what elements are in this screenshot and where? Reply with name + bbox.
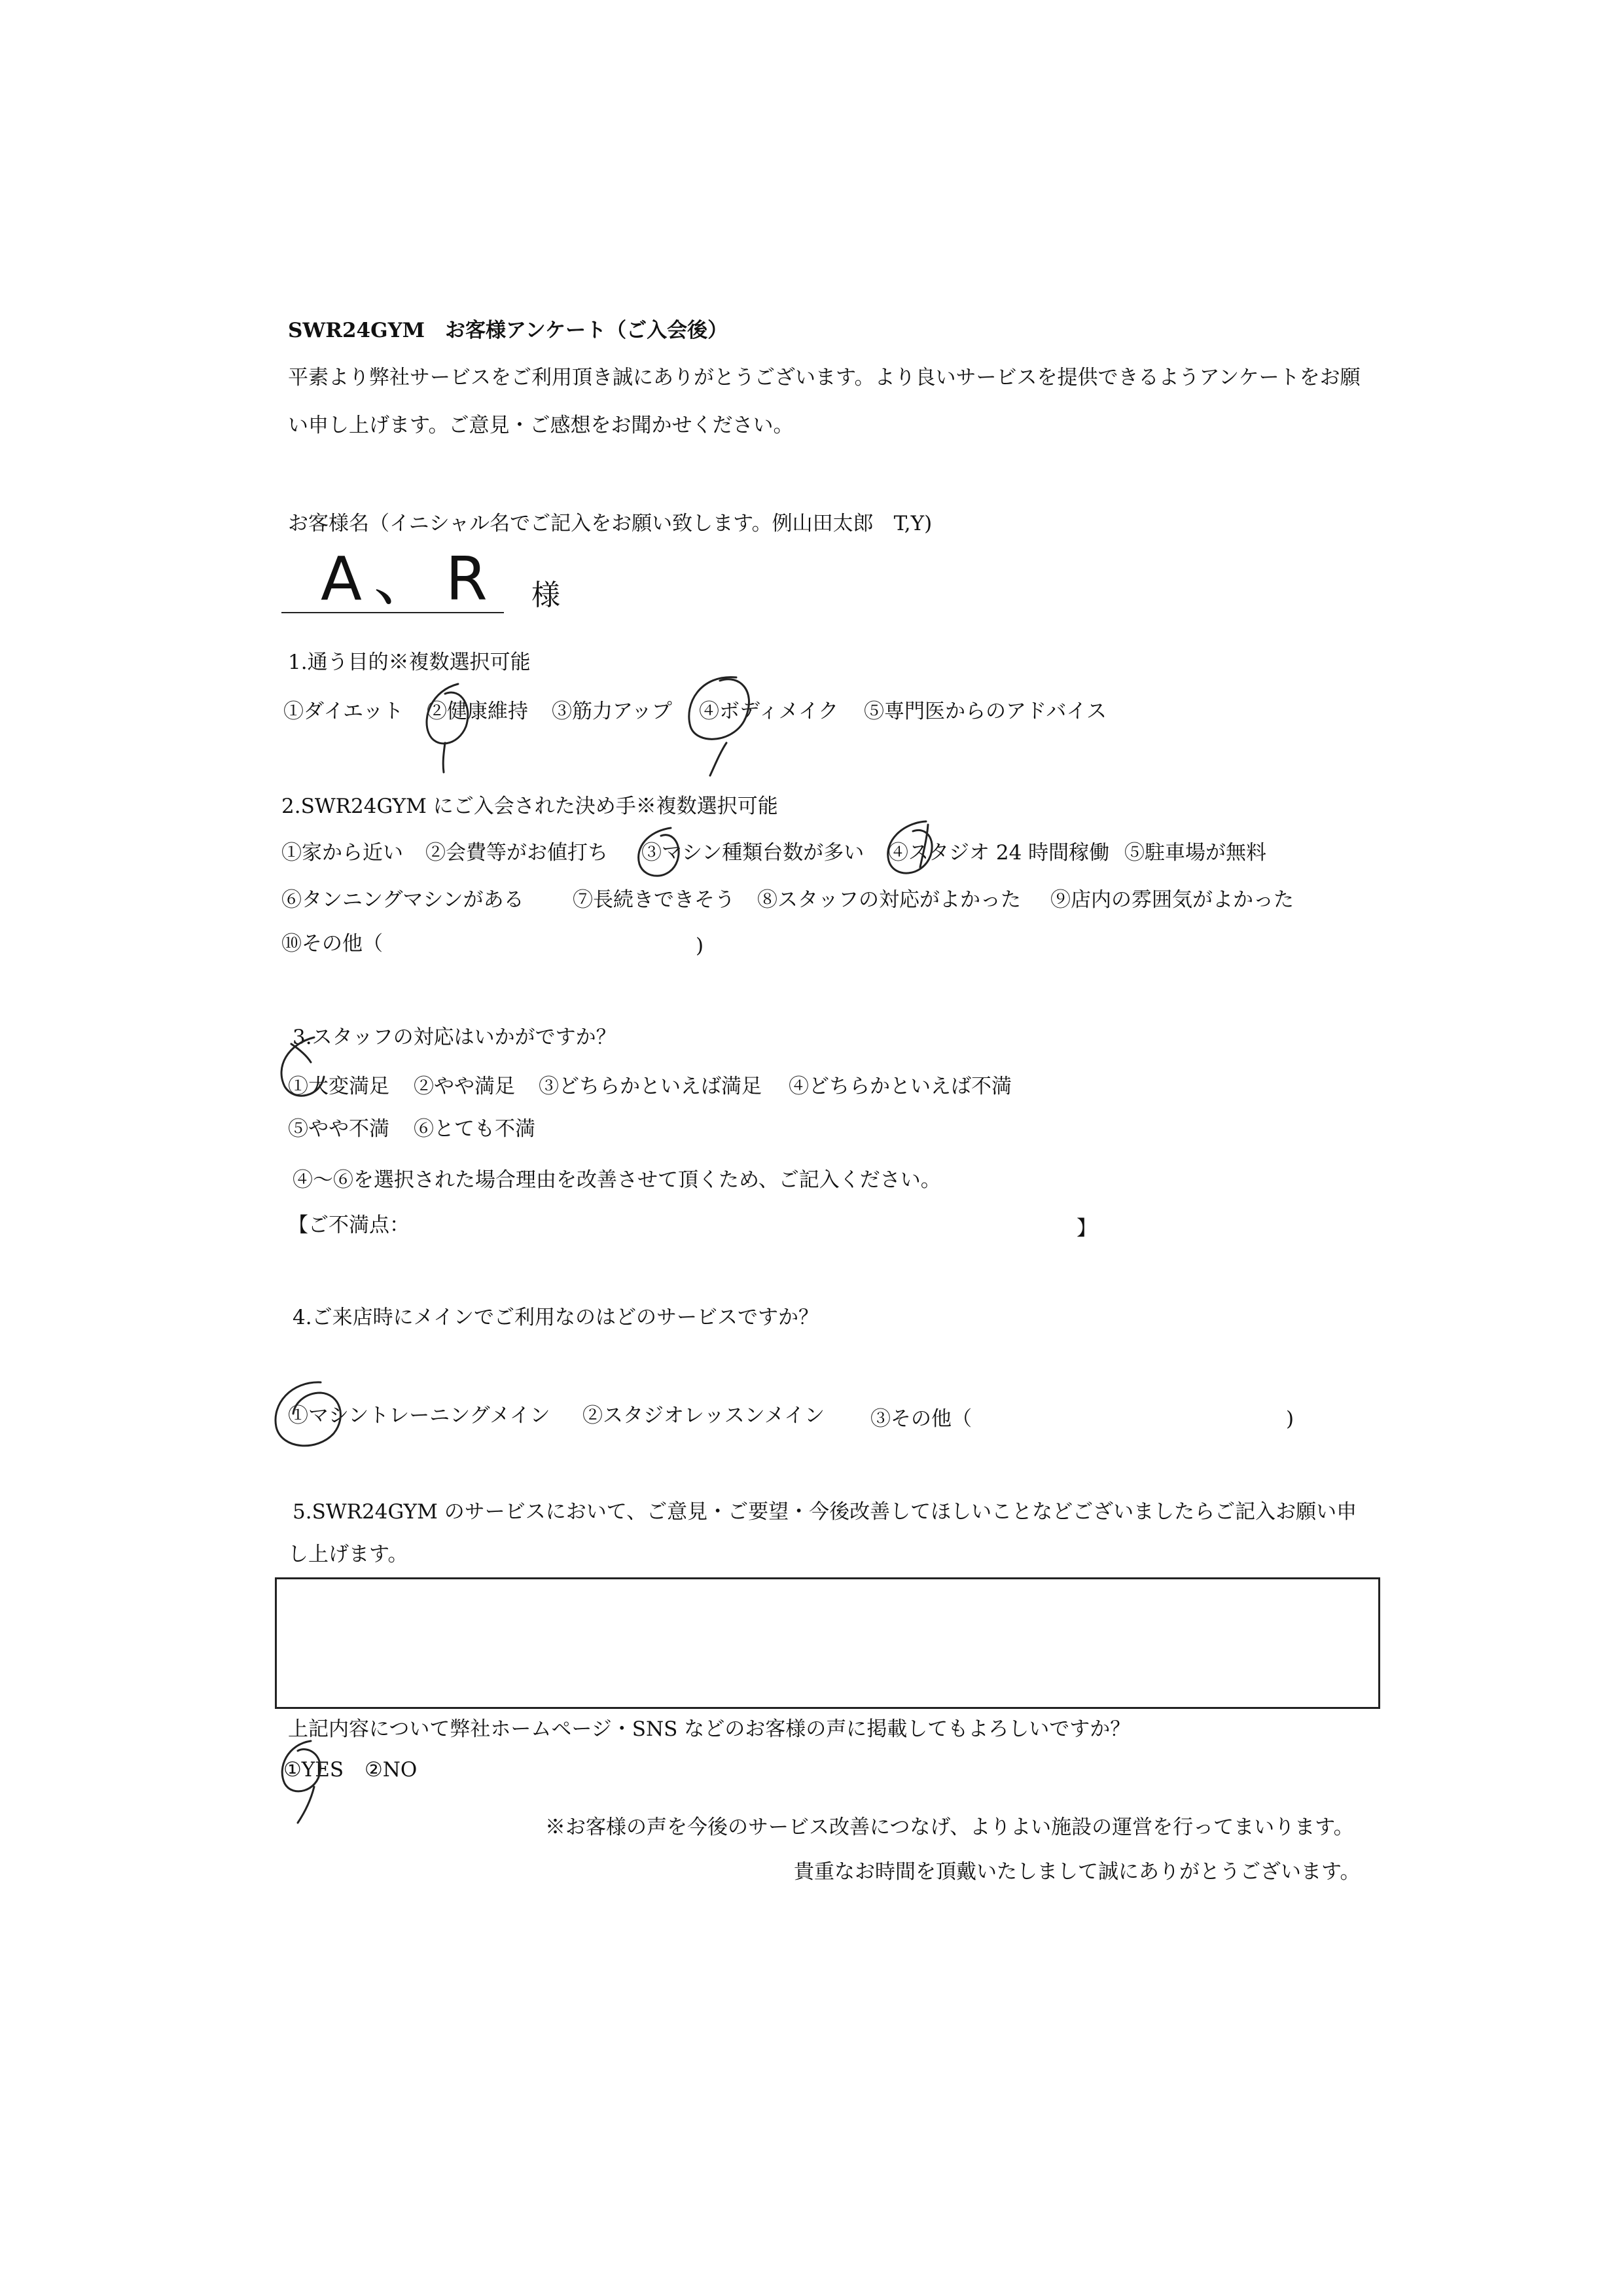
customer-name-handwritten[interactable]: A、R xyxy=(321,544,499,614)
q5-question-line2: し上げます。 xyxy=(288,1543,408,1566)
q5-question-line1: 5.SWR24GYM のサービスにおいて、ご意見・ご要望・今後改善してほしいことなどございましたらご記入お願い申 xyxy=(293,1500,1357,1524)
q1-selection-circle-2 xyxy=(406,677,497,776)
q2-selection-circle-3 xyxy=(625,821,697,887)
q4-question: 4.ご来店時にメインでご利用なのはどのサービスですか？ xyxy=(293,1306,819,1329)
q2-question: 2.SWR24GYM にご入会された決め手※複数選択可能 xyxy=(281,795,778,818)
intro-text-line1: 平素より弊社サービスをご利用頂き誠にありがとうございます。より良いサービスを提供できるようアンケートをお願 xyxy=(288,366,1361,389)
q1-option-4[interactable]: ④ボディメイク xyxy=(699,700,839,723)
publish-selection-circle-yes xyxy=(265,1731,337,1826)
customer-name-label: お客様名（イニシャル名でご記入をお願い致します。例山田太郎 T,Y) xyxy=(288,512,933,535)
q2-option-5[interactable]: ⑤駐車場が無料 xyxy=(1124,841,1266,865)
q3-selection-circle-1 xyxy=(265,1024,344,1109)
q4-option-3[interactable]: ③その他（ xyxy=(870,1407,972,1431)
q1-option-1[interactable]: ①ダイエット xyxy=(283,700,404,723)
q2-option-9[interactable]: ⑨店内の雰囲気がよかった xyxy=(1050,888,1294,912)
q2-option-2[interactable]: ②会費等がお値打ち xyxy=(425,841,608,865)
q2-option-6[interactable]: ⑥タンニングマシンがある xyxy=(281,888,524,912)
customer-name-underline xyxy=(281,612,504,613)
q3-question: 3.スタッフの対応はいかがですか？ xyxy=(293,1026,616,1049)
q2-option-10[interactable]: ⑩その他（ xyxy=(281,932,383,956)
q4-selection-circle-1 xyxy=(262,1374,360,1460)
q3-complaint-label: 【ご不満点： xyxy=(288,1213,410,1237)
q3-option-2[interactable]: ②やや満足 xyxy=(414,1075,515,1098)
q2-option-4[interactable]: ④スタジオ 24 時間稼働 xyxy=(888,841,1110,865)
q1-option-2[interactable]: ②健康維持 xyxy=(427,700,528,723)
intro-text-line2: い申し上げます。ご意見・ご感想をお聞かせください。 xyxy=(288,414,794,437)
q3-complaint-close: 】 xyxy=(1077,1217,1097,1240)
q3-option-4[interactable]: ④どちらかといえば不満 xyxy=(789,1075,1012,1098)
footer-note: ※お客様の声を今後のサービス改善につなげ、よりよい施設の運営を行ってまいります。 xyxy=(545,1816,1354,1839)
q4-other-close: ) xyxy=(1286,1407,1294,1431)
q2-option-7[interactable]: ⑦長続きできそう xyxy=(573,888,735,912)
q1-selection-circle-4 xyxy=(674,668,766,779)
q1-option-5[interactable]: ⑤専門医からのアドバイス xyxy=(864,700,1107,723)
q1-question: 1.通う目的※複数選択可能 xyxy=(288,651,531,674)
publish-option-yes[interactable]: ①YES xyxy=(283,1758,344,1782)
q2-other-close: ) xyxy=(696,934,704,958)
q2-option-8[interactable]: ⑧スタッフの対応がよかった xyxy=(757,888,1021,912)
q3-option-5[interactable]: ⑤やや不満 xyxy=(288,1117,389,1141)
q3-option-3[interactable]: ③どちらかといえば満足 xyxy=(539,1075,762,1098)
q2-option-1[interactable]: ①家から近い xyxy=(281,841,403,865)
q4-option-1[interactable]: ①マシントレーニングメイン xyxy=(288,1404,550,1427)
q4-option-2[interactable]: ②スタジオレッスンメイン xyxy=(582,1404,825,1427)
q1-option-3[interactable]: ③筋力アップ xyxy=(552,700,672,723)
footer-thanks: 貴重なお時間を頂戴いたしまして誠にありがとうございます。 xyxy=(794,1860,1361,1884)
q3-option-6[interactable]: ⑥とても不満 xyxy=(414,1117,535,1141)
q3-note: ④～⑥を選択された場合理由を改善させて頂くため、ご記入ください。 xyxy=(293,1168,941,1192)
publish-option-no[interactable]: ②NO xyxy=(365,1758,418,1782)
q2-selection-circle-4 xyxy=(870,815,949,887)
survey-title: SWR24GYM お客様アンケート（ご入会後） xyxy=(288,319,728,342)
q5-comment-box[interactable] xyxy=(275,1577,1380,1709)
q2-option-3[interactable]: ③マシン種類台数が多い xyxy=(641,841,865,865)
customer-name-suffix: 様 xyxy=(531,579,560,612)
publish-question: 上記内容について弊社ホームページ・SNS などのお客様の声に掲載してもよろしいですか？ xyxy=(288,1717,1131,1741)
q3-option-1[interactable]: ①大変満足 xyxy=(288,1075,389,1098)
